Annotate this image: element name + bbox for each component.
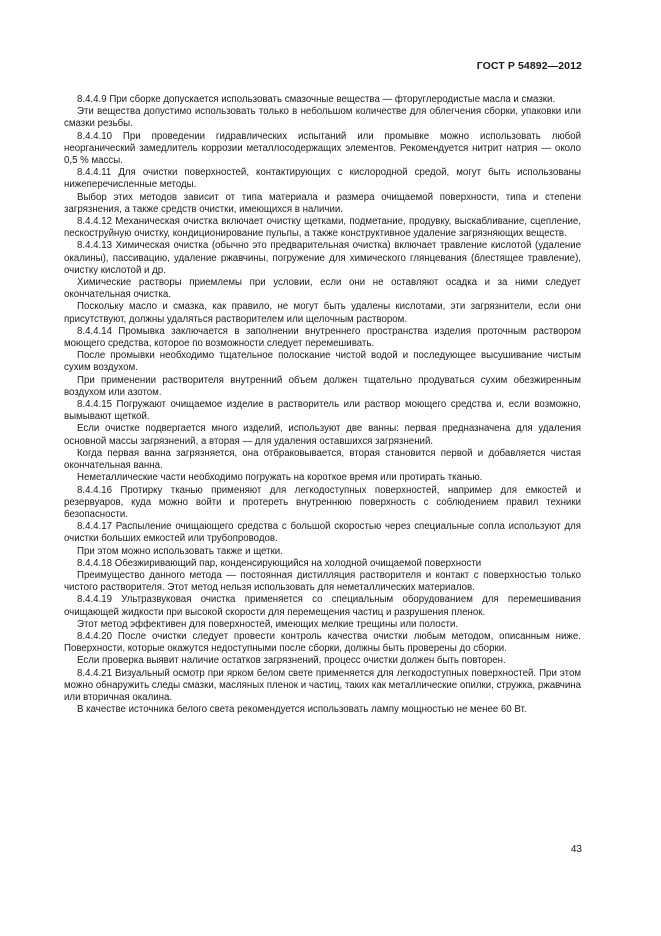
paragraph: 8.4.4.9 При сборке допускается использовать смазочные вещества — фторуглеродистые масла и смазки. bbox=[77, 94, 556, 105]
paragraph: Химические растворы приемлемы при условии, если они не оставляют осадка и за ними следует окончательная очистка. bbox=[64, 277, 581, 301]
paragraph: Если проверка выявит наличие остатков загрязнений, процесс очистки должен быть повторен. bbox=[77, 655, 506, 667]
paragraph: 8.4.4.11 Для очистки поверхностей, контактирующих с кислородной средой, могут быть использованы нижеперечисленные методы. bbox=[64, 167, 581, 191]
paragraph: Неметаллические части необходимо погружать на короткое время или протирать тканью. bbox=[77, 472, 483, 484]
standard-designation: ГОСТ Р 54892—2012 bbox=[476, 60, 582, 72]
paragraph: Преимущество данного метода — постоянная дистилляция растворителя и контакт с поверхностью только чистого растворителя. Этот метод нельзя использовать для неметаллических материалов. bbox=[64, 569, 581, 594]
paragraph: 8.4.4.13 Химическая очистка (обычно это предварительная очистка) включает травление кислотой (удаление окалины), пассивацию, удаление ржавчины, погружение для химического глянцевания (блестящее травление), очистку кислотой и др. bbox=[64, 240, 581, 276]
paragraph: Эти вещества допустимо использовать только в небольшом количестве для облегчения сборки, упаковки или смазки резьбы. bbox=[64, 106, 581, 130]
document-body bbox=[64, 94, 581, 716]
paragraph: 8.4.4.10 При проведении гидравлических испытаний или промывке можно использовать любой неорганический замедлитель коррозии металлосодержащих элементов. Рекомендуется нитрит натрия — около 0,5 % массы. bbox=[64, 130, 581, 167]
paragraph: В качестве источника белого света рекомендуется использовать лампу мощностью не менее 60 Вт. bbox=[77, 704, 527, 716]
paragraph: После промывки необходимо тщательное полоскание чистой водой и последующее высушивание чистым сухим воздухом. bbox=[64, 350, 581, 374]
paragraph: При применении растворителя внутренний объем должен тщательно продуваться сухим обезжиренным воздухом или азотом. bbox=[64, 374, 581, 398]
paragraph: Поскольку масло и смазка, как правило, не могут быть удалены кислотами, эти загрязнители, если они присутствуют, должны удаляться растворителем или щелочным раствором. bbox=[64, 301, 581, 325]
paragraph: 8.4.4.21 Визуальный осмотр при ярком белом свете применяется для легкодоступных поверхностей. При этом можно обнаружить следы смазки, масляных пленок и частиц, таких как металлические опилки, стружка, ржавчина или вторичная окалина. bbox=[64, 667, 581, 703]
paragraph: Выбор этих методов зависит от типа материала и размера очищаемой поверхности, типа и степени загрязнения, а также средств очистки, имеющихся в наличии. bbox=[64, 191, 581, 215]
paragraph: 8.4.4.15 Погружают очищаемое изделие в растворитель или раствор моющего средства и, если возможно, вымывают щеткой. bbox=[64, 399, 581, 423]
paragraph: 8.4.4.14 Промывка заключается в заполнении внутреннего пространства изделия проточным раствором моющего средства, которое по возможности следует перемешивать. bbox=[64, 325, 581, 350]
paragraph: 8.4.4.16 Протирку тканью применяют для легкодоступных поверхностей, например для емкостей и резервуаров, куда можно войти и протереть внутреннюю поверхность с соблюдением правил техники безопасности. bbox=[64, 484, 581, 520]
paragraph: 8.4.4.12 Механическая очистка включает очистку щетками, подметание, продувку, выскабливание, сцепление, пескоструйную очистку, кондиционирование пульпы, а также конструктивное удаление загрязняющих веществ. bbox=[64, 216, 581, 240]
paragraph: 8.4.4.17 Распыление очищающего средства с большой скоростью через специальные сопла используют для очистки больших емкостей или трубопроводов. bbox=[64, 521, 581, 545]
paragraph: 8.4.4.18 Обезжиривающий пар, конденсирующийся на холодной очищаемой поверхности bbox=[77, 557, 482, 569]
page-number: 43 bbox=[570, 844, 582, 855]
paragraph: При этом можно использовать также и щетки. bbox=[77, 545, 283, 557]
paragraph: Этот метод эффективен для поверхностей, имеющих мелкие трещины или полости. bbox=[77, 618, 459, 630]
paragraph: Когда первая ванна загрязняется, она отбраковывается, вторая становится первой и добавляется чистая окончательная ванна. bbox=[64, 447, 581, 472]
paragraph: 8.4.4.19 Ультразвуковая очистка применяется со специальным оборудованием для перемешивания очищающей жидкости при высокой скорости для перемещения частиц и разрушения пленок. bbox=[64, 594, 581, 618]
paragraph: 8.4.4.20 После очистки следует провести контроль качества очистки любым методом, описанным ниже. Поверхности, которые окажутся недоступными после сборки, должны быть проверены до сборки. bbox=[64, 630, 581, 655]
paragraph: Если очистке подвергается много изделий, используют две ванны: первая предназначена для удаления основной массы загрязнений, а вторая — для удаления оставшихся загрязнений. bbox=[64, 423, 581, 447]
